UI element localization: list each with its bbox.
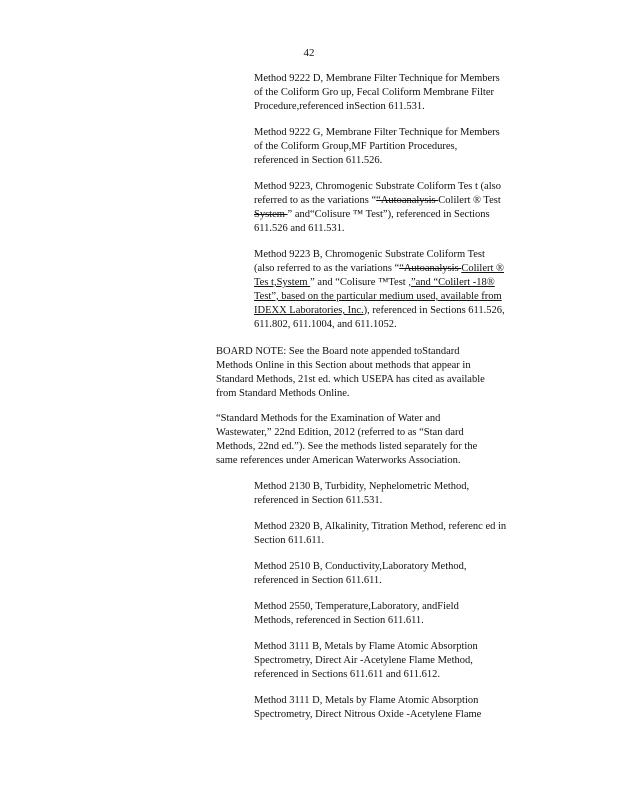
text-segment: (also referred to as the variations “ [254, 263, 400, 274]
text-line [254, 290, 540, 304]
text-line [254, 600, 540, 614]
text-line [254, 140, 540, 154]
text-line [254, 276, 540, 290]
text-segment: ” and “Colisure ™Test , [310, 277, 411, 288]
text-line [254, 126, 540, 140]
text-line [254, 494, 540, 508]
text-line [254, 654, 540, 668]
text-line [216, 412, 538, 426]
paragraph-method-3111d [254, 694, 540, 722]
underlined-text: IDEXX Laboratories, Inc. [254, 305, 364, 316]
text-segment: Standard Methods, 21st ed. which USEPA has cited as available [216, 374, 485, 385]
text-line [216, 440, 538, 454]
text-segment: Method 9223 B, Chromogenic Substrate Coliform Test [254, 249, 485, 260]
paragraph-method-9222d [254, 72, 540, 114]
text-segment: ” and“Colisure ™ Test”), referenced in Sections [287, 209, 490, 220]
text-segment: Method 3111 B, Metals by Flame Atomic Absorption [254, 641, 478, 652]
paragraph-method-2130b [254, 480, 540, 508]
paragraph-method-2510b [254, 560, 540, 588]
text-line [254, 480, 540, 494]
text-segment: Spectrometry, Direct Nitrous Oxide -Acetylene Flame [254, 709, 482, 720]
underlined-text: Test”, based on the particular medium used, available from [254, 291, 502, 302]
text-segment: referenced in Sections 611.611 and 611.612. [254, 669, 441, 680]
text-segment: referenced in Section 611.531. [254, 495, 383, 506]
paragraph-method-9223 [254, 180, 540, 236]
text-segment: Method 9223, Chromogenic Substrate Coliform Tes t (also [254, 181, 501, 192]
paragraph-method-2550 [254, 600, 540, 628]
text-line [216, 454, 538, 468]
text-line [254, 100, 540, 114]
text-line [254, 248, 540, 262]
text-line [254, 708, 540, 722]
text-line [254, 640, 540, 654]
paragraph-method-9222g [254, 126, 540, 168]
text-segment: Procedure,referenced inSection 611.531. [254, 101, 425, 112]
paragraph-method-2320b [254, 520, 540, 548]
paragraph-standard-methods-22nd [216, 412, 538, 468]
struck-text: “Autoanalysis [376, 195, 439, 206]
text-line [254, 262, 540, 276]
text-line [254, 180, 540, 194]
text-segment: 611.802, 611.1004, and 611.1052. [254, 319, 397, 330]
text-line [216, 359, 538, 373]
text-line [254, 520, 540, 534]
text-segment: Method 2510 B, Conductivity,Laboratory Method, [254, 561, 467, 572]
text-segment: Methods Online in this Section about methods that appear in [216, 360, 471, 371]
underlined-text: Tes t,System [254, 277, 311, 288]
text-segment: Colilert ® Test [438, 195, 501, 206]
paragraph-board-note [216, 345, 538, 401]
text-segment: “Standard Methods for the Examination of Water and [216, 413, 441, 424]
text-line [216, 387, 538, 401]
text-line [254, 154, 540, 168]
text-segment: referred to as the variations “ [254, 195, 377, 206]
text-line [254, 222, 540, 236]
text-segment: Methods, referenced in Section 611.611. [254, 615, 424, 626]
text-segment: ), referenced in Sections 611.526, [363, 305, 505, 316]
paragraph-method-3111b [254, 640, 540, 682]
text-line [216, 345, 538, 359]
text-line [254, 534, 540, 548]
text-segment: referenced in Section 611.526. [254, 155, 383, 166]
text-line [254, 318, 540, 332]
text-segment: Spectrometry, Direct Air -Acetylene Flame Method, [254, 655, 473, 666]
underlined-text: Colilert [461, 263, 497, 274]
text-segment: of the Coliform Group,MF Partition Procedures, [254, 141, 458, 152]
text-line [254, 574, 540, 588]
text-line [254, 86, 540, 100]
text-line [254, 694, 540, 708]
text-line [254, 614, 540, 628]
text-line [254, 72, 540, 86]
text-segment: same references under American Waterworks Association. [216, 455, 461, 466]
text-line [254, 194, 540, 208]
text-segment: of the Coliform Gro up, Fecal Coliform Membrane Filter [254, 87, 494, 98]
text-segment: Method 2320 B, Alkalinity, Titration Method, referenc ed in [254, 521, 507, 532]
text-segment: Method 2550, Temperature,Laboratory, andField [254, 601, 459, 612]
text-segment: Wastewater,” 22nd Edition, 2012 (referred to as “Stan dard [216, 427, 464, 438]
text-line [216, 373, 538, 387]
text-segment: Method 9222 G, Membrane Filter Technique for Members [254, 127, 500, 138]
text-segment: Methods, 22nd ed.”). See the methods listed separately for the [216, 441, 478, 452]
underlined-text: ”and “Colilert -18® [410, 277, 495, 288]
text-segment: Section 611.611. [254, 535, 325, 546]
text-segment: 611.526 and 611.531. [254, 223, 345, 234]
text-segment: Method 2130 B, Turbidity, Nephelometric Method, [254, 481, 470, 492]
text-line [254, 668, 540, 682]
text-segment: Method 3111 D, Metals by Flame Atomic Absorption [254, 695, 479, 706]
underlined-text: ® [496, 263, 505, 274]
page-number: 42 [303, 47, 315, 59]
text-segment: referenced in Section 611.611. [254, 575, 382, 586]
text-line [254, 208, 540, 222]
text-line [254, 304, 540, 318]
text-line [254, 560, 540, 574]
paragraph-method-9223b [254, 248, 540, 332]
text-segment: Method 9222 D, Membrane Filter Technique for Members [254, 73, 500, 84]
text-segment: BOARD NOTE: See the Board note appended toStandard [216, 346, 460, 357]
struck-text: “Autoanalysis [399, 263, 462, 274]
text-line [216, 426, 538, 440]
text-segment: from Standard Methods Online. [216, 388, 350, 399]
struck-text: System [254, 209, 288, 220]
